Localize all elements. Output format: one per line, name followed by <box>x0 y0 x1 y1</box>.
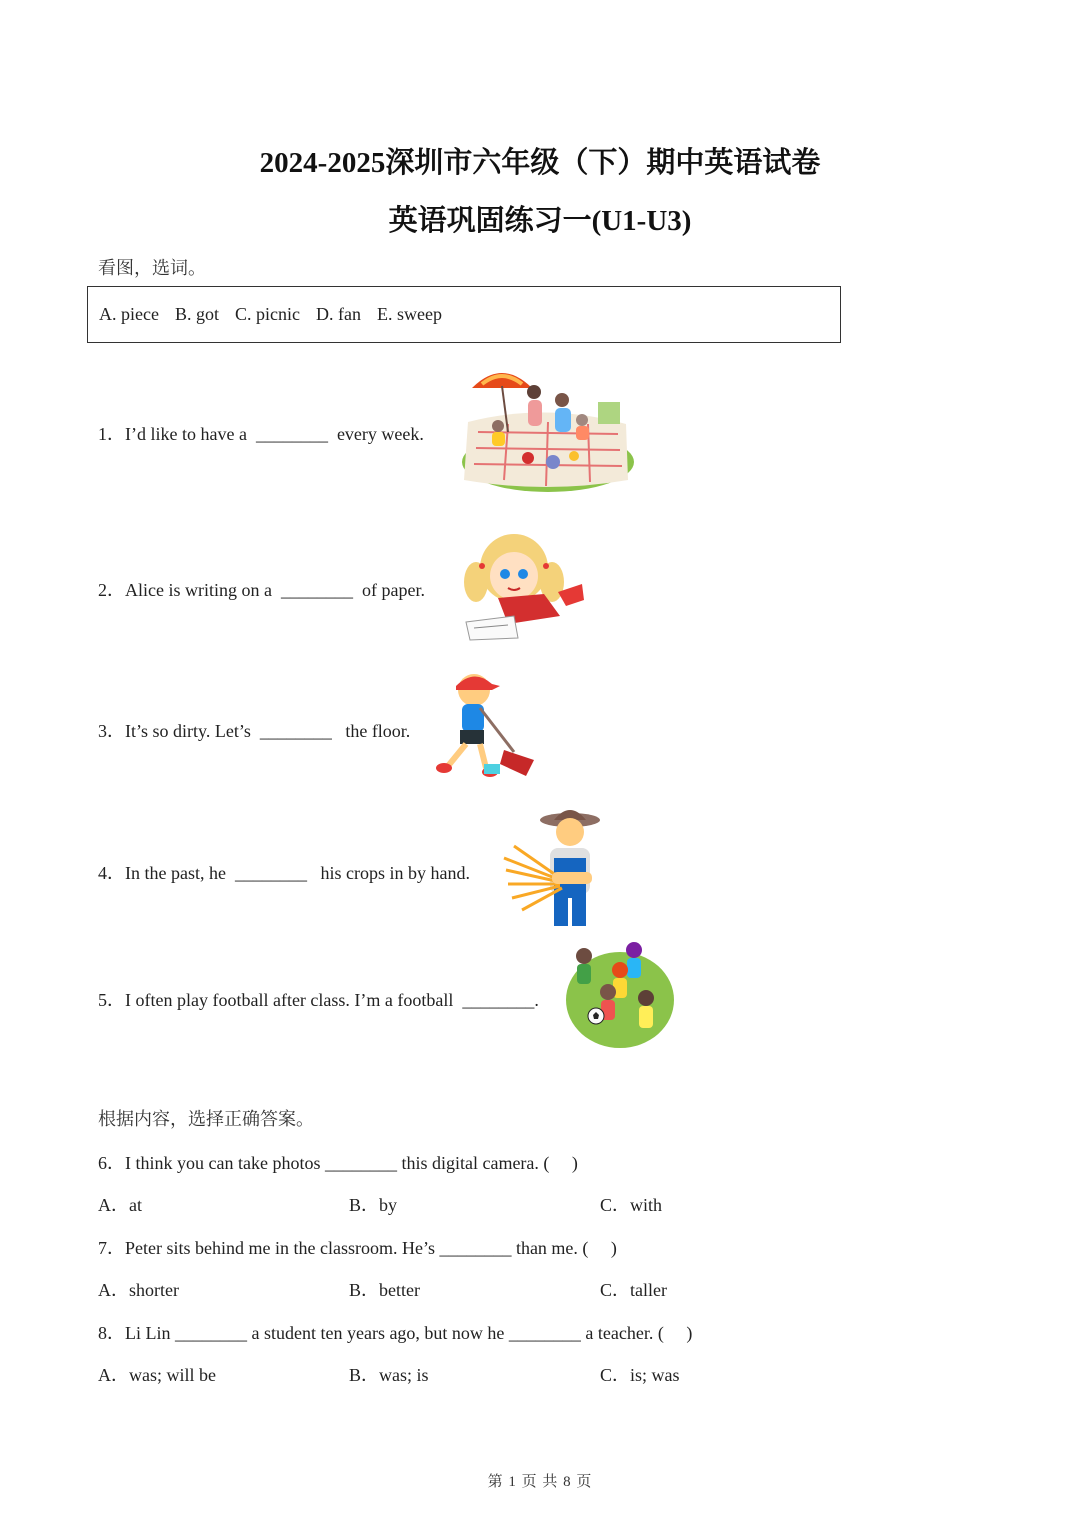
question-6-option-a: A．at <box>98 1195 142 1215</box>
word-bank-option: E. sweep <box>376 304 442 324</box>
question-6: 6．I think you can take photos ________ this digital camera. ( ) <box>98 1153 578 1173</box>
kids-playing-football-illustration <box>564 942 676 1052</box>
section2-instruction: 根据内容，选择正确答案。 <box>98 1109 314 1129</box>
question-5: 5．I often play football after class. I’m a football ________. <box>98 990 539 1010</box>
question-3: 3．It’s so dirty. Let’s ________ the floor. <box>98 721 411 741</box>
question-8-option-a: A．was; will be <box>98 1365 216 1385</box>
word-bank-option: B. got <box>174 304 219 324</box>
question-1: 1．I’d like to have a ________ every week. <box>98 424 424 444</box>
family-picnic-illustration <box>458 362 634 494</box>
word-bank-option: D. fan <box>315 304 361 324</box>
question-7-option-b: B．better <box>349 1280 420 1300</box>
question-6-option-c: C．with <box>600 1195 663 1215</box>
boy-sweeping-illustration <box>434 668 542 784</box>
question-8-option-b: B．was; is <box>349 1365 429 1385</box>
page-number: 第 1 页 共 8 页 <box>487 1474 593 1490</box>
question-7: 7．Peter sits behind me in the classroom. He’s ________ than me. ( ) <box>98 1238 617 1258</box>
question-8: 8．Li Lin ________ a student ten years ago, but now he ________ a teacher. ( ) <box>98 1323 693 1343</box>
word-bank-option: A. piece <box>99 304 159 324</box>
question-6-option-b: B．by <box>349 1195 398 1215</box>
girl-writing-illustration <box>458 520 588 642</box>
question-7-option-c: C．taller <box>600 1280 667 1300</box>
section1-instruction: 看图，选词。 <box>98 258 206 278</box>
question-4: 4．In the past, he ________ his crops in by hand. <box>98 863 470 883</box>
question-8-option-c: C．is; was <box>600 1365 680 1385</box>
question-7-option-a: A．shorter <box>98 1280 179 1300</box>
page-subtitle: 英语巩固练习一(U1-U3) <box>388 205 692 237</box>
page-title: 2024-2025深圳市六年级（下）期中英语试卷 <box>259 147 821 179</box>
farmer-with-wheat-illustration <box>500 806 614 930</box>
question-2: 2．Alice is writing on a ________ of paper. <box>98 580 425 600</box>
word-bank-option: C. picnic <box>234 304 300 324</box>
word-bank <box>87 286 841 343</box>
